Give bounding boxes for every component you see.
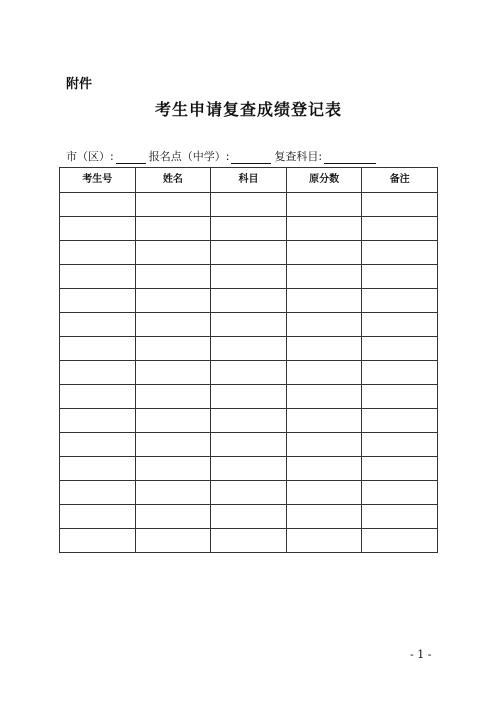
table-cell[interactable] xyxy=(135,313,211,337)
table-cell[interactable] xyxy=(135,217,211,241)
page-title: 考生申请复查成绩登记表 xyxy=(154,100,342,119)
table-header-row xyxy=(60,168,438,193)
table-cell[interactable] xyxy=(362,337,438,361)
table-cell[interactable] xyxy=(362,457,438,481)
table-cell[interactable] xyxy=(362,529,438,553)
header-subject: 科目 xyxy=(211,168,287,193)
table-cell[interactable] xyxy=(135,289,211,313)
table-cell[interactable] xyxy=(362,505,438,529)
table-cell[interactable] xyxy=(286,505,362,529)
table-cell[interactable] xyxy=(286,481,362,505)
table-cell[interactable] xyxy=(286,313,362,337)
table-cell[interactable] xyxy=(286,193,362,217)
table-cell[interactable] xyxy=(60,385,136,409)
table-cell[interactable] xyxy=(362,481,438,505)
table-cell[interactable] xyxy=(211,385,287,409)
table-cell[interactable] xyxy=(60,505,136,529)
table-row xyxy=(60,433,438,457)
table-cell[interactable] xyxy=(211,289,287,313)
table-cell[interactable] xyxy=(60,361,136,385)
table-cell[interactable] xyxy=(362,433,438,457)
table-cell[interactable] xyxy=(135,241,211,265)
table-cell[interactable] xyxy=(135,385,211,409)
table-cell[interactable] xyxy=(286,409,362,433)
table-cell[interactable] xyxy=(60,457,136,481)
table-cell[interactable] xyxy=(362,193,438,217)
table-cell[interactable] xyxy=(211,457,287,481)
table-row xyxy=(60,457,438,481)
city-label: 市（区）: xyxy=(66,150,114,163)
header-name: 姓名 xyxy=(135,168,211,193)
table-cell[interactable] xyxy=(286,457,362,481)
attachment-label: 附件 xyxy=(66,77,93,92)
table-cell[interactable] xyxy=(135,481,211,505)
table-cell[interactable] xyxy=(60,409,136,433)
table-cell[interactable] xyxy=(211,361,287,385)
school-blank-field[interactable] xyxy=(231,152,271,164)
table-cell[interactable] xyxy=(135,529,211,553)
table-row xyxy=(60,313,438,337)
table-cell[interactable] xyxy=(60,529,136,553)
table-cell[interactable] xyxy=(211,193,287,217)
table-row xyxy=(60,265,438,289)
form-meta-line xyxy=(66,150,379,164)
table-row xyxy=(60,193,438,217)
table-cell[interactable] xyxy=(60,481,136,505)
table-cell[interactable] xyxy=(135,409,211,433)
header-exam-number: 考生号 xyxy=(60,168,136,193)
header-remarks: 备注 xyxy=(362,168,438,193)
table-cell[interactable] xyxy=(286,337,362,361)
table-cell[interactable] xyxy=(211,337,287,361)
header-original-score: 原分数 xyxy=(286,168,362,193)
table-row xyxy=(60,289,438,313)
page-number: - 1 - xyxy=(410,648,432,661)
table-cell[interactable] xyxy=(286,385,362,409)
table-cell[interactable] xyxy=(286,241,362,265)
table-row xyxy=(60,505,438,529)
table-cell[interactable] xyxy=(135,457,211,481)
table-cell[interactable] xyxy=(60,313,136,337)
table-cell[interactable] xyxy=(362,385,438,409)
table-row xyxy=(60,361,438,385)
city-blank-field[interactable] xyxy=(116,152,146,164)
subject-blank-field[interactable] xyxy=(324,152,376,164)
table-cell[interactable] xyxy=(286,265,362,289)
table-cell[interactable] xyxy=(362,313,438,337)
table-cell[interactable] xyxy=(286,361,362,385)
school-label: 报名点（中学）: xyxy=(148,150,230,163)
score-review-table xyxy=(59,167,438,553)
table-cell[interactable] xyxy=(362,241,438,265)
table-cell[interactable] xyxy=(211,481,287,505)
table-cell[interactable] xyxy=(211,529,287,553)
table-cell[interactable] xyxy=(135,505,211,529)
table-cell[interactable] xyxy=(60,433,136,457)
table-cell[interactable] xyxy=(286,529,362,553)
table-cell[interactable] xyxy=(211,241,287,265)
table-row xyxy=(60,217,438,241)
table-cell[interactable] xyxy=(60,241,136,265)
table-cell[interactable] xyxy=(362,265,438,289)
subject-label: 复查科目: xyxy=(274,150,323,163)
table-row xyxy=(60,529,438,553)
table-cell[interactable] xyxy=(211,505,287,529)
table-row xyxy=(60,385,438,409)
table-cell[interactable] xyxy=(362,409,438,433)
table-cell[interactable] xyxy=(211,409,287,433)
table-cell[interactable] xyxy=(362,289,438,313)
table-cell[interactable] xyxy=(286,433,362,457)
table-cell[interactable] xyxy=(60,289,136,313)
table-row xyxy=(60,241,438,265)
table-cell[interactable] xyxy=(286,289,362,313)
table-row xyxy=(60,337,438,361)
table-cell[interactable] xyxy=(286,217,362,241)
table-cell[interactable] xyxy=(211,265,287,289)
table-cell[interactable] xyxy=(362,361,438,385)
table-body xyxy=(60,193,438,553)
table-cell[interactable] xyxy=(135,433,211,457)
table-cell[interactable] xyxy=(135,265,211,289)
table-cell[interactable] xyxy=(60,217,136,241)
table-cell[interactable] xyxy=(211,313,287,337)
table-cell[interactable] xyxy=(60,193,136,217)
table-cell[interactable] xyxy=(60,265,136,289)
table-cell[interactable] xyxy=(211,433,287,457)
table-cell[interactable] xyxy=(362,217,438,241)
table-cell[interactable] xyxy=(135,193,211,217)
table-cell[interactable] xyxy=(60,337,136,361)
table-cell[interactable] xyxy=(135,337,211,361)
table-cell[interactable] xyxy=(211,217,287,241)
table-cell[interactable] xyxy=(135,361,211,385)
table-row xyxy=(60,481,438,505)
table-row xyxy=(60,409,438,433)
